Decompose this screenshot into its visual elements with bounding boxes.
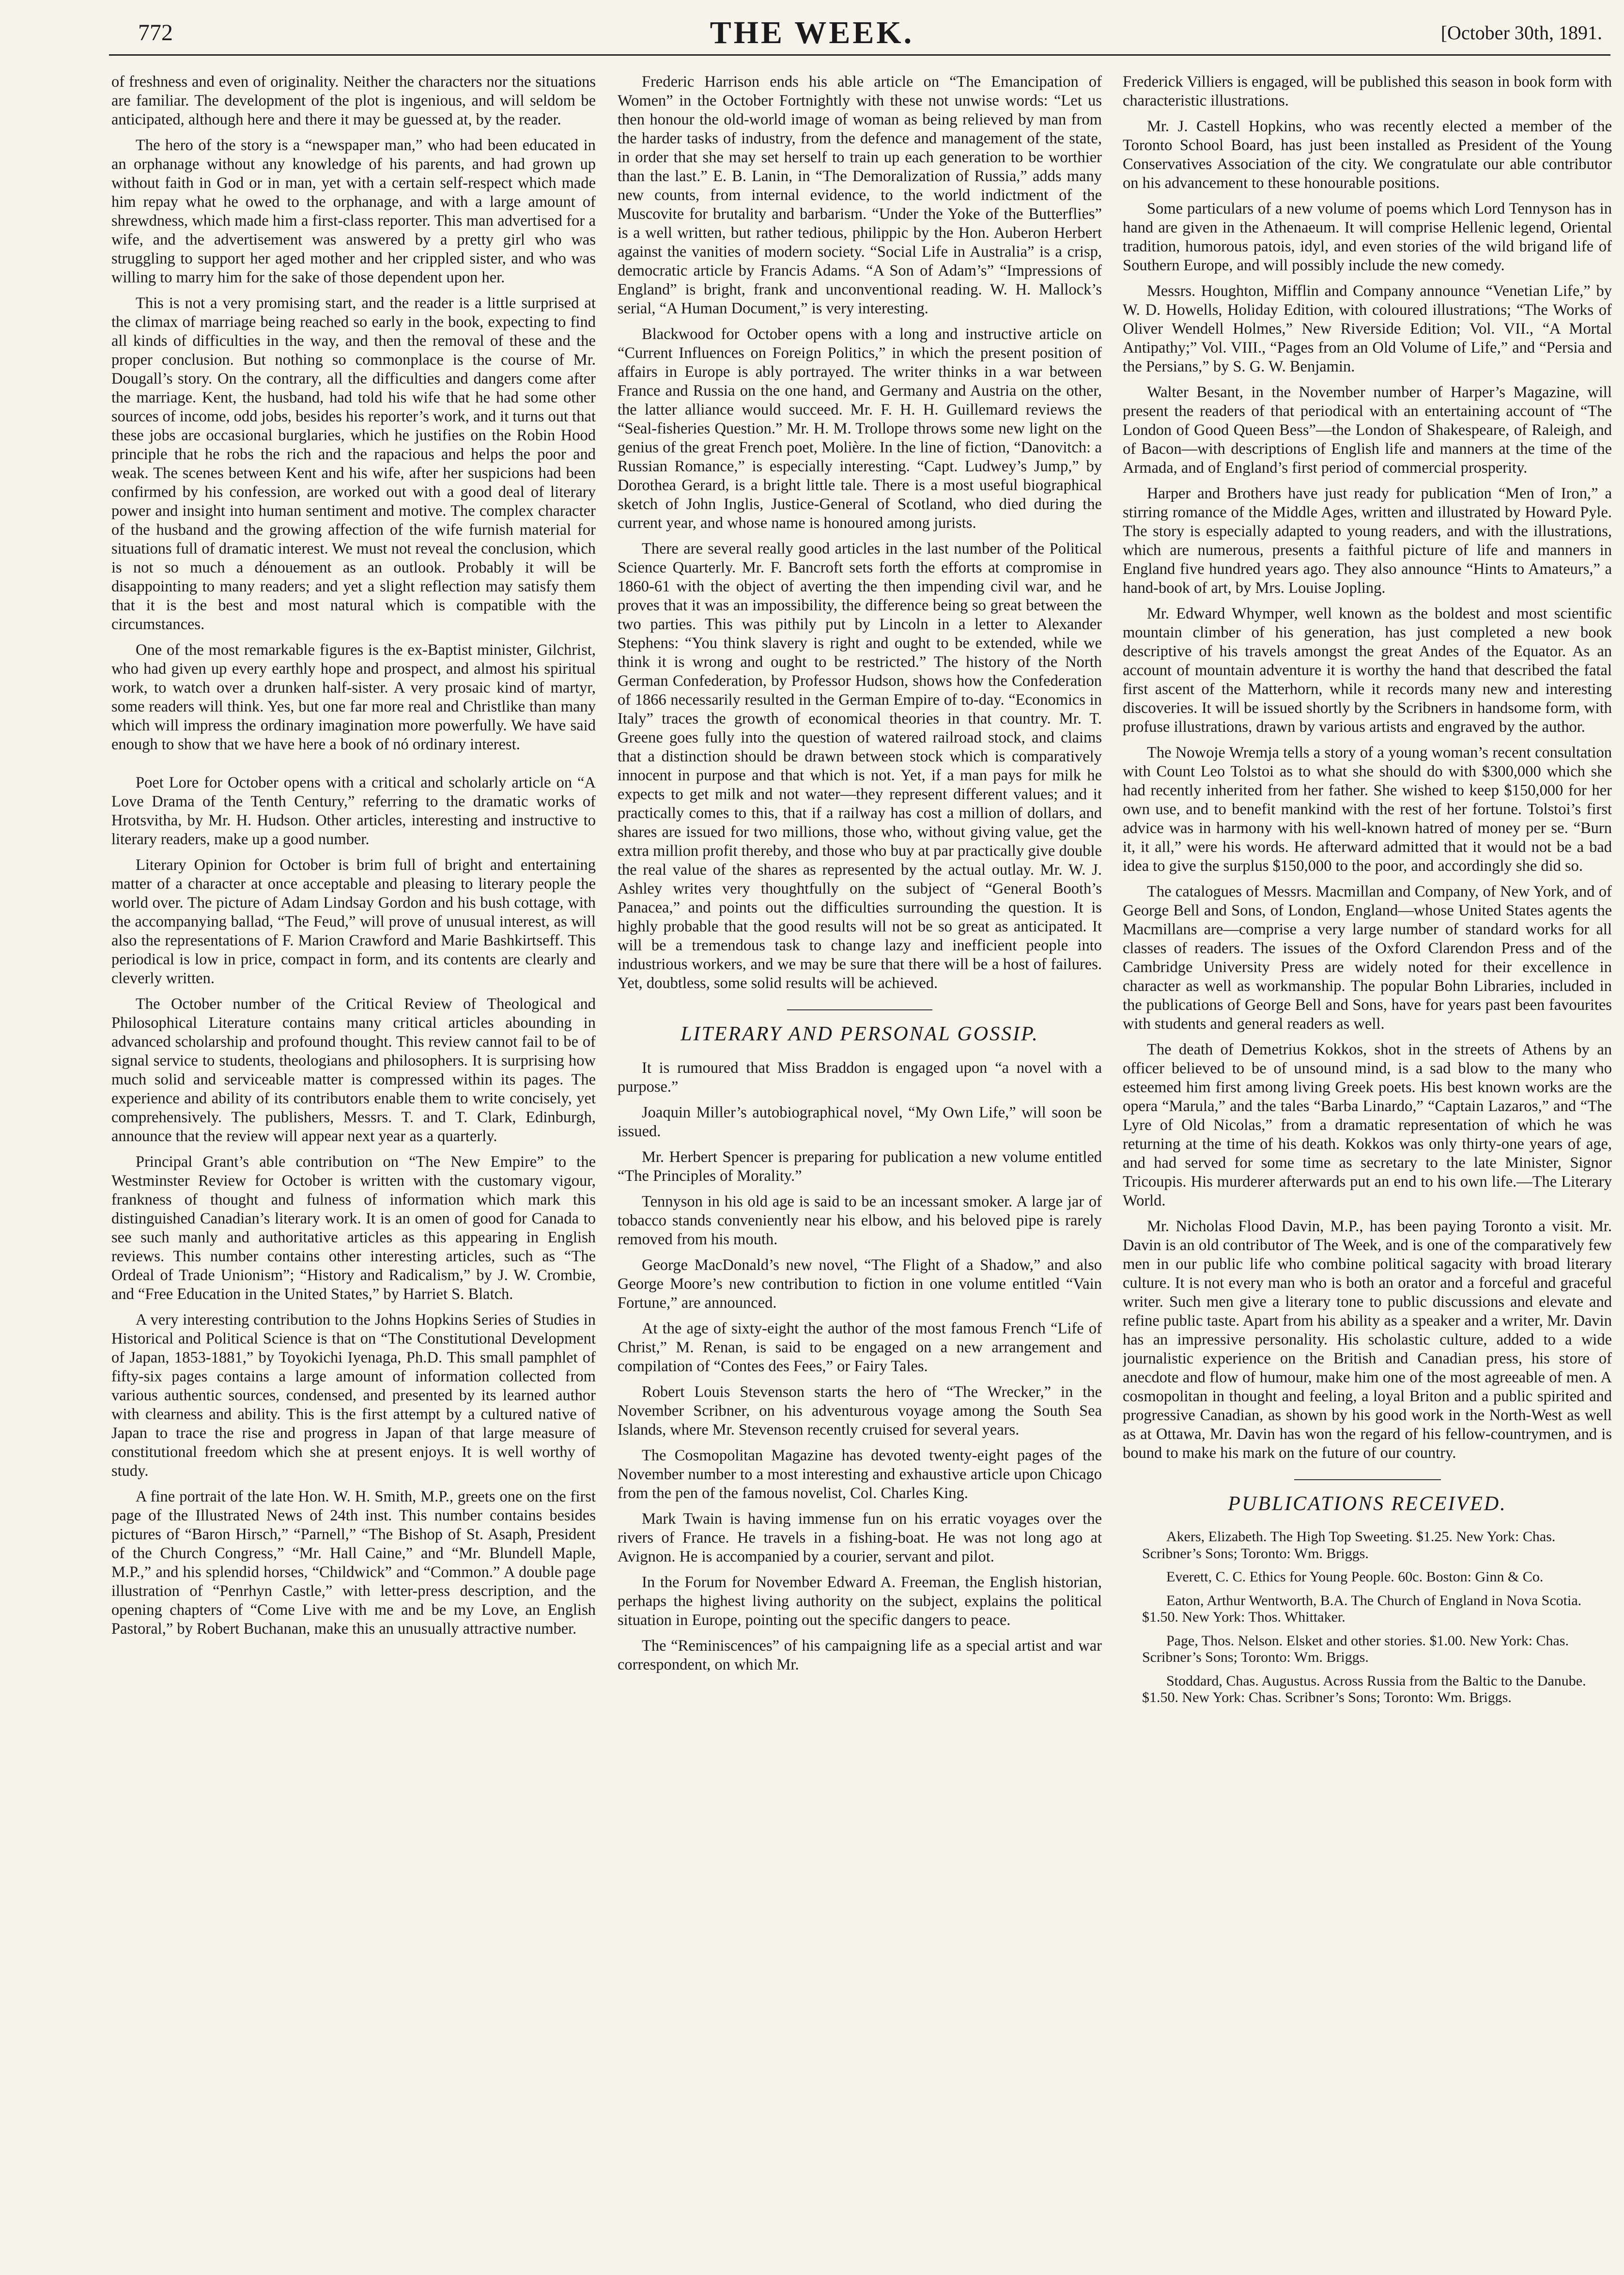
publications-section-heading: PUBLICATIONS RECEIVED. xyxy=(1123,1475,1612,1516)
gossip-item: The death of Demetrius Kokkos, shot in the streets of Athens by an officer believed to be of unsound mind, is a sad blow to the many who esteemed him first among living Greek poets. His best known works are the opera “Marula,” and the tales “Barba Linardo,” “Captain Lazaros,” and “The Lyre of Old Nicolas,” from a dramatic representation of which he was returning at the time of his death. Kokkos was only thirty-one years of age, and had served for some time as secretary to the late Minister, Signor Tricoupis. His murderer afterwards put an end to his own life.—The Literary World. xyxy=(1123,1041,1612,1209)
paragraph: A fine portrait of the late Hon. W. H. Smith, M.P., greets one on the first page of the Illustrated News of 24th inst. This number contains besides pictures of “Baron Hirsch,” “Parnell,” “The Bishop of St. Asaph, President of the Church Congress,” “Mr. Hall Caine,” and “Mr. Blundell Maple, M.P.,” and his splendid horses, “Childwick” and “Common.” A double page illustration of “Penrhyn Castle,” with letter-press description, and the opening chapters of “Come Live with me and be my Love, an English Pastoral,” by Robert Buchanan, make this an unusually attractive number. xyxy=(111,1488,596,1638)
gossip-item: Messrs. Houghton, Mifflin and Company announce “Venetian Life,” by W. D. Howells, Holiday Edition, with coloured illustrations; “The Works of Oliver Wendell Holmes,” New Riverside Edition; Vol. VII., “A Mortal Antipathy;” Vol. VIII., “Pages from an Old Volume of Life,” and “Persia and the Persians,” by S. G. W. Benjamin. xyxy=(1123,282,1612,375)
publication-entry: Eaton, Arthur Wentworth, B.A. The Church of England in Nova Scotia. $1.50. New York: Thos. Whittaker. xyxy=(1142,1592,1582,1625)
column-2 xyxy=(618,73,1102,2252)
gossip-item: Some particulars of a new volume of poems which Lord Tennyson has in hand are given in the Athenaeum. It will comprise Hellenic legend, Oriental tradition, humorous patois, idyl, and even stories of the wild brigand life of Southern Europe, and will possibly include the new comedy. xyxy=(1123,200,1612,274)
paragraph: There are several really good articles in the last number of the Political Science Quarterly. Mr. F. Bancroft sets forth the efforts at compromise in 1860-61 with the object of averting the then impending civil war, and he proves that it was an impossibility, the difference being so great between the two parties. This was pithily put by Lincoln in a letter to Alexander Stephens: “You think slavery is right and ought to be extended, while we think it is wrong and ought to be restricted.” The history of the North German Confederation, by Professor Hudson, shows how the Confederation of 1866 necessarily resulted in the German Empire of to-day. “Economics in Italy” traces the growth of economical theories in that country. Mr. T. Greene goes fully into the question of watered railroad stock, and claims that a distinction should be drawn between stock which is comparatively innocent in purpose and that which is not. Yet, if a man pays for milk he expects to get milk and not water—they represent different values; and it practically comes to this, that if a railway has cost a million of dollars, and shares are issued for two millions, those who, without giving value, get the extra million profit thereby, and those who buy at par practically give double the real value of the shares as represented by the actual outlay. Mr. W. J. Ashley writes very thoughtfully on the subject of “General Booth’s Panacea,” and points out the difficulties surrounding the question. It is highly probable that the good results will not be so great as anticipated. It will be a tremendous task to change lazy and inefficient people into industrious workers, and we may be sure that there will be a host of failures. Yet, doubtless, some solid results will be achieved. xyxy=(618,540,1102,992)
publication-entry: Akers, Elizabeth. The High Top Sweeting. $1.25. New York: Chas. Scribner’s Sons; Toronto: Wm. Briggs. xyxy=(1142,1529,1556,1562)
paragraph: of freshness and even of originality. Neither the characters nor the situations are familiar. The development of the plot is ingenious, and will seldom be anticipated, although here and there it may be guessed at, by the reader. xyxy=(111,73,596,128)
paragraph: One of the most remarkable figures is the ex-Baptist minister, Gilchrist, who had given up every earthly hope and prospect, and almost his spiritual work, to watch over a drunken half-sister. A very prosaic kind of martyr, some readers will think. Yes, but one far more real and Christlike than many which will impress the ordinary imagination more powerfully. We have said enough to show that we have here a book of nó ordinary interest. xyxy=(111,641,596,753)
masthead-title: THE WEEK. xyxy=(710,15,914,50)
gossip-item: The “Reminiscences” of his campaigning life as a special artist and war correspondent, on which Mr. xyxy=(618,1637,1102,1674)
column-1 xyxy=(111,73,596,2252)
publication-entry: Page, Thos. Nelson. Elsket and other stories. $1.00. New York: Chas. Scribner’s Sons; Toronto: Wm. Briggs. xyxy=(1142,1632,1569,1666)
paragraph: Frederic Harrison ends his able article on “The Emancipation of Women” in the October Fortnightly with these not unwise words: “Let us then honour the old-world image of woman as being relieved by man from the harder tasks of industry, from the defence and management of the state, in order that she may set herself to train up each generation to be worthier than the last.” E. B. Lanin, in “The Demoralization of Russia,” adds many new counts, from internal evidence, to the world indictment of the Muscovite for brutality and barbarism. “Under the Yoke of the Butterflies” is a well written, but rather tedious, philippic by the Hon. Auberon Herbert against the vanities of modern society. “Social Life in Australia” is a crisp, democratic article by Francis Adams. “A Son of Adam’s” “Impressions of England” is bright, frank and unconventional reading. W. H. Mallock’s serial, “A Human Document,” is very interesting. xyxy=(618,73,1102,317)
gossip-item: Harper and Brothers have just ready for publication “Men of Iron,” a stirring romance of the Middle Ages, written and illustrated by Howard Pyle. The story is especially adapted to young readers, and with the illustrations, which are numerous, presents a faithful picture of life and manners in England five hundred years ago. They also announce “Hints to Amateurs,” a hand-book of art, by Mrs. Louise Jopling. xyxy=(1123,485,1612,597)
gossip-item: George MacDonald’s new novel, “The Flight of a Shadow,” and also George Moore’s new contribution to fiction in one volume entitled “Vain Fortune,” are announced. xyxy=(618,1256,1102,1312)
gossip-item: Mark Twain is having immense fun on his erratic voyages over the rivers of France. He travels in a fishing-boat. He was not long ago at Avignon. He is accompanied by a courier, servant and pilot. xyxy=(618,1510,1102,1566)
gossip-item: The Cosmopolitan Magazine has devoted twenty-eight pages of the November number to a most interesting and exhaustive article upon Chicago from the pen of the famous novelist, Col. Charles King. xyxy=(618,1447,1102,1502)
column-3 xyxy=(1123,73,1612,2252)
gossip-item: Mr. J. Castell Hopkins, who was recently elected a member of the Toronto School Board, has just been installed as President of the Young Conservatives Association of the city. We congratulate our able contributor on his advancement to these honourable positions. xyxy=(1123,118,1612,192)
gossip-item: In the Forum for November Edward A. Freeman, the English historian, perhaps the highest living authority on the subject, explains the political situation in Europe, pointing out the specific dangers to peace. xyxy=(618,1574,1102,1629)
header-rule xyxy=(109,54,1610,56)
gossip-item: Joaquin Miller’s autobiographical novel, “My Own Life,” will soon be issued. xyxy=(618,1104,1102,1141)
gossip-item: Robert Louis Stevenson starts the hero of “The Wrecker,” in the November Scribner, on his adventurous voyage among the South Sea Islands, where Mr. Stevenson recently cruised for several years. xyxy=(618,1383,1102,1439)
gossip-item: At the age of sixty-eight the author of the most famous French “Life of Christ,” M. Renan, is said to be engaged on a new arrangement and compilation of “Contes des Fees,” or Fairy Tales. xyxy=(618,1320,1102,1376)
page-header xyxy=(0,15,1624,58)
gossip-section-heading: LITERARY AND PERSONAL GOSSIP. xyxy=(618,1006,1102,1046)
publication-entry: Stoddard, Chas. Augustus. Across Russia from the Baltic to the Danube. $1.50. New York: Chas. Scribner’s Sons; Toronto: Wm. Briggs. xyxy=(1142,1672,1586,1706)
publication-entry: Everett, C. C. Ethics for Young People. 60c. Boston: Ginn & Co. xyxy=(1166,1569,1544,1585)
paragraph: The October number of the Critical Review of Theological and Philosophical Literature contains many critical articles abounding in advanced scholarship and profound thought. This review cannot fail to be of signal service to students, theologians and philosophers. It is surprising how much solid and serviceable matter is compressed within its pages. The experience and ability of its contributors enable them to write concisely, yet comprehensively. The publishers, Messrs. T. and T. Clark, Edinburgh, announce that the review will appear next year as a quarterly. xyxy=(111,995,596,1145)
gossip-item: Frederick Villiers is engaged, will be published this season in book form with characteristic illustrations. xyxy=(1123,73,1612,109)
paragraph: Principal Grant’s able contribution on “The New Empire” to the Westminster Review for October is written with the customary vigour, frankness of thought and fulness of information which mark this distinguished Canadian’s literary work. It is an omen of good for Canada to see such manly and authoritative articles as this appearing in English reviews. This number contains other interesting articles, such as “The Ordeal of Trade Unionism”; “History and Radicalism,” by J. W. Crombie, and “Free Education in the United States,” by Harriet S. Blatch. xyxy=(111,1153,596,1303)
paragraph: The hero of the story is a “newspaper man,” who had been educated in an orphanage without any knowledge of his parents, and had grown up without faith in God or in man, yet with a certain self-respect which made him repay what he owed to the orphanage, and with a large amount of shrewdness, which made him a first-class reporter. This man advertised for a wife, and the advertisement was answered by a pretty girl who was struggling to support her aged mother and her crippled sister, and who was willing to marry him for the sake of those dependent upon her. xyxy=(111,137,596,286)
gossip-item: It is rumoured that Miss Braddon is engaged upon “a novel with a purpose.” xyxy=(618,1059,1102,1096)
paragraph: Poet Lore for October opens with a critical and scholarly article on “A Love Drama of the Tenth Century,” referring to the dramatic works of Hrotsvitha, by Mr. H. Hudson. Other articles, interesting and instructive to literary readers, make up a good number. xyxy=(111,774,596,848)
paragraph: Blackwood for October opens with a long and instructive article on “Current Influences on Foreign Politics,” in which the present position of affairs in Europe is ably portrayed. The writer thinks in a war between France and Russia on the one hand, and Germany and Austria on the other, the latter alliance would succeed. Mr. F. H. H. Guillemard reviews the “Seal-fisheries Question.” Mr. H. M. Trollope throws some new light on the genius of the great French poet, Molière. In the line of fiction, “Danovitch: a Russian Romance,” is especially interesting. “Capt. Ludwey’s Jump,” by Dorothea Gerard, is a bright little tale. There is a most useful biographical sketch of John Inglis, Justice-General of Scotland, who died during the current year, and whose name is honoured among jurists. xyxy=(618,325,1102,532)
gossip-item: Walter Besant, in the November number of Harper’s Magazine, will present the readers of that periodical with an entertaining account of “The London of Good Queen Bess”—the London of Shakespeare, of Raleigh, and of Bacon—with descriptions of English life and manners at the time of the Armada, and of England’s first period of commercial prosperity. xyxy=(1123,384,1612,477)
paragraph: Literary Opinion for October is brim full of bright and entertaining matter of a character at once acceptable and pleasing to literary people the world over. The picture of Adam Lindsay Gordon and his bush cottage, with the accompanying ballad, “The Feud,” will prove of unusual interest, as will also the representations of F. Marion Crawford and Marie Bashkirtseff. This periodical is low in price, compact in form, and its contents are clearly and cleverly written. xyxy=(111,856,596,987)
gossip-item: The catalogues of Messrs. Macmillan and Company, of New York, and of George Bell and Sons, of London, England—whose United States agents the Macmillans are—comprise a very large number of standard works for all classes of readers. The issues of the Oxford Clarendon Press and of the Cambridge University Press are widely noted for their excellence in character as well as workmanship. The popular Bohn Libraries, included in the publications of George Bell and Sons, have for years past been favourites with students and general readers as well. xyxy=(1123,883,1612,1033)
issue-date: [October 30th, 1891. xyxy=(1440,22,1602,44)
gossip-item: Mr. Herbert Spencer is preparing for publication a new volume entitled “The Principles of Morality.” xyxy=(618,1148,1102,1185)
paragraph: This is not a very promising start, and the reader is a little surprised at the climax of marriage being reached so early in the book, expecting to find all kinds of difficulties in the way, and then the removal of these and the proper conclusion. But nothing so commonplace is the course of Mr. Dougall’s story. On the contrary, all the difficulties and dangers come after the marriage. Kent, the husband, had told his wife that he had some other sources of income, odd jobs, besides his reporter’s work, and it turns out that these jobs are occasional burglaries, which he justifies on the Robin Hood principle that he robs the rich and the rapacious and helps the poor and weak. The scenes between Kent and his wife, after her suspicions had been confirmed by his confession, are worked out with a good deal of literary power and insight into human sentiment and motive. The complex character of the husband and the growing affection of the wife furnish material for situations full of dramatic interest. We must not reveal the conclusion, which is not so much a dénouement as an outlook. Probably it will be disappointing to many readers; and yet a slight reflection may satisfy them that it is the best and most natural which is compatible with the circumstances. xyxy=(111,294,596,633)
page-number: 772 xyxy=(138,20,173,46)
paragraph: A very interesting contribution to the Johns Hopkins Series of Studies in Historical and Political Science is that on “The Constitutional Development of Japan, 1853-1881,” by Toyokichi Iyenaga, Ph.D. This small pamphlet of fifty-six pages contains a large amount of information collected from various authentic sources, condensed, and presented by its learned author with clearness and ability. This is the first attempt by a cultured native of Japan to trace the rise and progress in Japan of that large measure of constitutional freedom which she at present enjoys. It is well worthy of study. xyxy=(111,1311,596,1480)
gossip-item: Tennyson in his old age is said to be an incessant smoker. A large jar of tobacco stands conveniently near his elbow, and his beloved pipe is rarely removed from his mouth. xyxy=(618,1193,1102,1249)
gossip-item: Mr. Nicholas Flood Davin, M.P., has been paying Toronto a visit. Mr. Davin is an old contributor of The Week, and is one of the comparatively few men in our public life who combine political sagacity with broad literary culture. It is not every man who is both an orator and a forceful and graceful writer. Such men give a literary tone to public discussions and elevate and refine public taste. Apart from his ability as a speaker and a writer, Mr. Davin has an impressive personality. His scholastic culture, added to a wide journalistic experience on the British and Canadian press, his store of anecdote and flow of humour, make him one of the most agreeable of men. A cosmopolitan in thought and feeling, a loyal Briton and a public spirited and progressive Canadian, as shown by his good work in the North-West as well as at Ottawa, Mr. Davin has won the regard of his fellow-countrymen, and is bound to make his mark on the future of our country. xyxy=(1123,1218,1612,1462)
gossip-item: Mr. Edward Whymper, well known as the boldest and most scientific mountain climber of his generation, has just completed a new book descriptive of his travels amongst the great Andes of the Equator. As an account of mountain adventure it is worthy the hand that described the fatal first ascent of the Matterhorn, while it records many new and interesting discoveries. It will be issued shortly by the Scribners in handsome form, with profuse illustrations, drawn by various artists and engraved by the author. xyxy=(1123,605,1612,736)
gossip-item: The Nowoje Wremja tells a story of a young woman’s recent consultation with Count Leo Tolstoi as to what she should do with $300,000 which she had recently inherited from her father. She wished to keep $150,000 for her own use, and to benefit mankind with the rest of her fortune. Tolstoi’s first advice was in harmony with his well-known hatred of money per se. “Burn it, it all,” were his words. He afterward admitted that it would not be a bad idea to give the surplus $150,000 to the poor, and accordingly she did so. xyxy=(1123,744,1612,875)
